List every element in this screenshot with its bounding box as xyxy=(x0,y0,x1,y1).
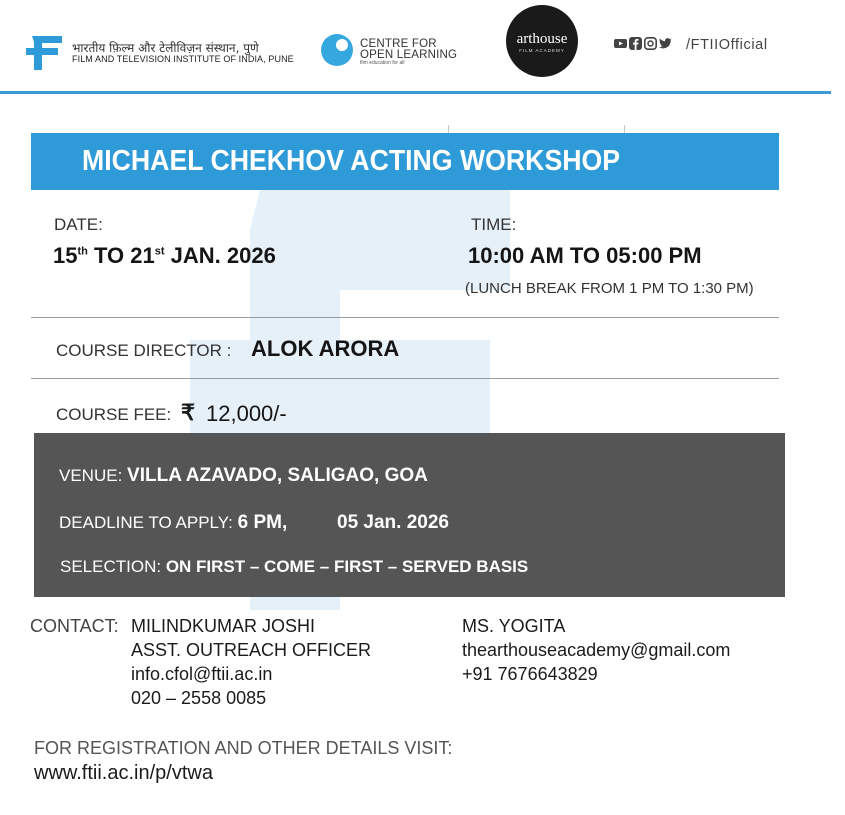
ftii-logo-icon xyxy=(24,32,64,72)
contact2-email[interactable]: thearthouseacademy@gmail.com xyxy=(462,640,731,660)
deadline-row xyxy=(59,512,287,534)
cfol-logo-icon xyxy=(320,33,354,67)
twitter-icon[interactable] xyxy=(659,37,672,50)
contact-email[interactable]: info.cfol@ftii.ac.in xyxy=(131,664,273,684)
social-icons xyxy=(614,37,672,50)
fee-label: COURSE FEE: xyxy=(56,405,172,424)
fee-amount: 12,000/- xyxy=(206,401,287,426)
contact2-phone[interactable]: +91 7676643829 xyxy=(462,664,598,684)
deadline-time: 6 PM, xyxy=(237,512,288,533)
contact-phone[interactable]: 020 – 2558 0085 xyxy=(131,688,267,708)
venue-value: VILLA AZAVADO, SALIGAO, GOA xyxy=(127,465,428,486)
selection-label: SELECTION: xyxy=(60,557,162,576)
banner-tick xyxy=(624,125,625,133)
facebook-icon[interactable] xyxy=(629,37,642,50)
workshop-title: MICHAEL CHEKHOV ACTING WORKSHOP xyxy=(82,145,621,177)
ftii-name-hindi: भारतीय फ़िल्म और टेलीविज़न संस्थान, पुणे xyxy=(72,41,259,55)
contact-name: MILINDKUMAR JOSHI xyxy=(131,616,316,636)
contact-label: CONTACT: xyxy=(30,616,119,636)
youtube-icon[interactable] xyxy=(614,37,627,50)
deadline-date: 05 Jan. 2026 xyxy=(337,512,449,533)
instagram-icon[interactable] xyxy=(644,37,657,50)
cfol-name-line1: CENTRE FOR xyxy=(360,38,437,50)
banner-tick xyxy=(448,125,449,133)
selection-value: ON FIRST – COME – FIRST – SERVED BASIS xyxy=(165,557,529,576)
contact2-name: MS. YOGITA xyxy=(462,616,566,636)
date-value xyxy=(53,243,276,269)
director-name: ALOK ARORA xyxy=(251,336,400,361)
month-year: JAN. 2026 xyxy=(170,243,276,268)
start-day: 15 xyxy=(53,243,78,268)
social-handle[interactable]: /FTIIOfficial xyxy=(686,37,768,53)
venue-label: VENUE: xyxy=(59,466,123,485)
date-label: DATE: xyxy=(54,215,103,234)
registration-text: FOR REGISTRATION AND OTHER DETAILS VISIT: xyxy=(34,738,453,758)
lunch-break-note: (LUNCH BREAK FROM 1 PM TO 1:30 PM) xyxy=(465,280,754,297)
time-label: TIME: xyxy=(471,215,517,234)
end-day: 21 xyxy=(130,243,155,268)
divider xyxy=(31,317,779,318)
selection-row xyxy=(60,557,528,577)
cfol-name-line2: OPEN LEARNING xyxy=(360,49,458,61)
end-suffix: st xyxy=(154,245,165,258)
arthouse-subtitle: FILM ACADEMY xyxy=(519,48,565,53)
director-label: COURSE DIRECTOR : xyxy=(56,341,232,360)
time-value: 10:00 AM TO 05:00 PM xyxy=(468,243,702,268)
start-suffix: th xyxy=(77,245,88,258)
contact-role: ASST. OUTREACH OFFICER xyxy=(131,640,372,660)
date-to: TO xyxy=(94,243,125,268)
divider xyxy=(31,378,779,379)
arthouse-name: arthouse xyxy=(516,31,568,47)
deadline-label: DEADLINE TO APPLY: xyxy=(59,513,233,532)
cfol-tagline: film education for all xyxy=(360,60,405,66)
rupee-icon: ₹ xyxy=(181,400,195,425)
registration-link[interactable]: www.ftii.ac.in/p/vtwa xyxy=(34,762,213,784)
venue-row xyxy=(59,465,428,487)
header-divider xyxy=(0,91,831,94)
ftii-name-english: FILM AND TELEVISION INSTITUTE OF INDIA, PUNE xyxy=(72,54,294,64)
